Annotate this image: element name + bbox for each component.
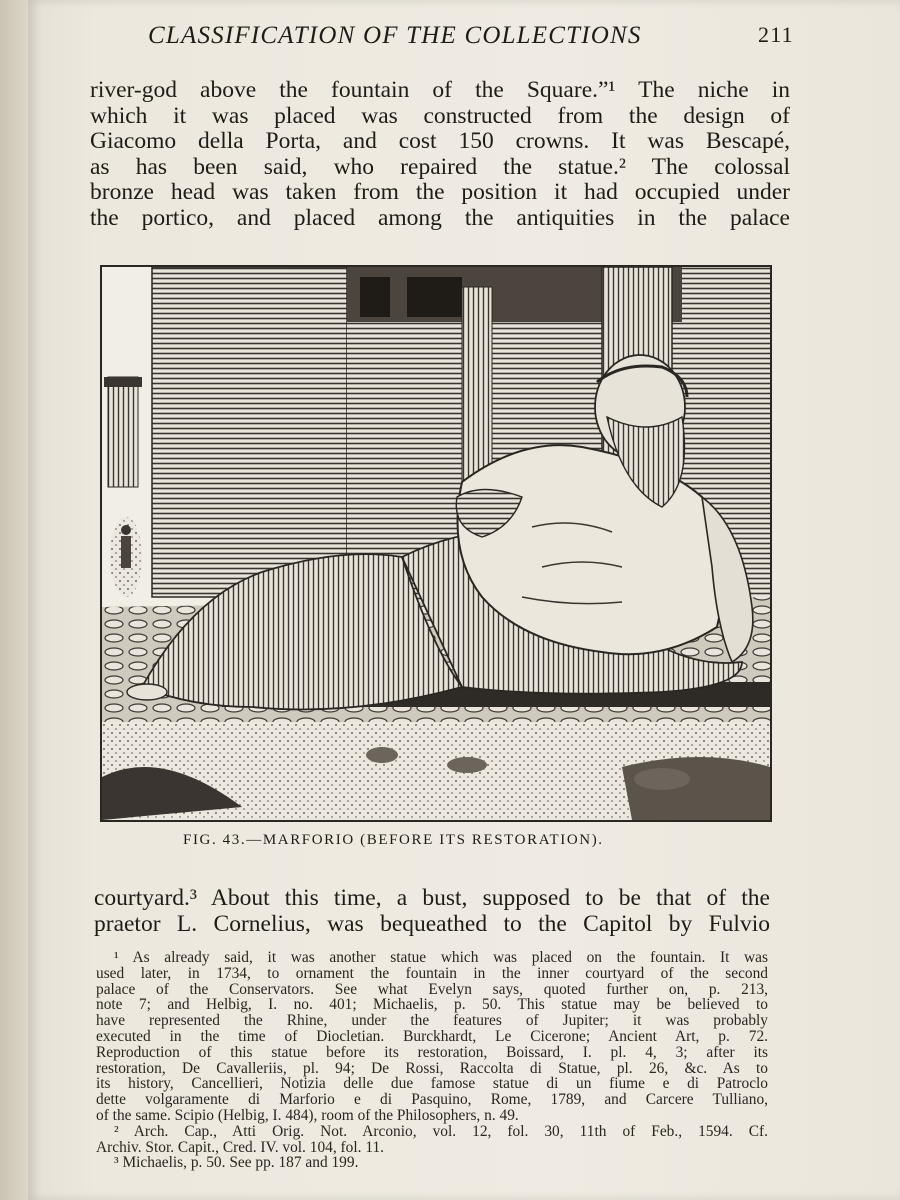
footnote-line: ¹ As already said, it was another statue which was placed on the fountain. It was [114, 949, 768, 966]
footnote-line: executed in the time of Diocletian. Burckhardt, Le Cicerone; Ancient Art, p. 72. [96, 1027, 768, 1045]
book-spine-shadow [0, 0, 28, 1200]
distant-column-left [104, 377, 142, 487]
marforio-engraving [102, 267, 770, 820]
footnote-line: Reproduction of this statue before its restoration, Boissard, I. pl. 4, 3; after its [96, 1043, 768, 1061]
page-number: 211 [758, 22, 794, 47]
footnote-line: of the same. Scipio (Helbig, I. 484), room of the Philosophers, n. 49. [96, 1106, 519, 1124]
running-head-title: CLASSIFICATION OF THE COLLECTIONS [148, 22, 642, 49]
footnotes [96, 950, 768, 1171]
footnote-line: note 7; and Helbig, I. no. 401; Michaelis, p. 50. This statue may be believed to [96, 996, 768, 1014]
text-line: courtyard.³ About this time, a bust, supposed to be that of the [94, 885, 770, 911]
text-line: Giacomo della Porta, and cost 150 crowns. It was Bescapé, [90, 128, 790, 154]
footnote-line: its history, Cancellieri, Notizia delle due famose statue di un fiume e di Patroclo [96, 1075, 768, 1093]
footnote-line: ³ Michaelis, p. 50. See pp. 187 and 199. [114, 1154, 359, 1172]
figure-illustration [100, 265, 772, 822]
paragraph-bottom [94, 886, 770, 937]
text-line: bronze head was taken from the position it had occupied under [90, 179, 790, 205]
figure-caption: FIG. 43.—MARFORIO (BEFORE ITS RESTORATION). [183, 832, 604, 848]
small-standing-figure [110, 517, 142, 597]
text-line: which it was placed was constructed from the design of [90, 102, 790, 129]
running-head [148, 22, 798, 50]
paragraph-top [90, 78, 790, 231]
text-line: the portico, and placed among the antiquities in the palace [90, 204, 790, 231]
text-line: river-god above the fountain of the Square.”¹ The niche in [90, 77, 790, 103]
text-line: praetor L. Cornelius, was bequeathed to the Capitol by Fulvio [94, 910, 770, 937]
footnote-line: have represented the Rhine, under the features of Jupiter; it was probably [96, 1012, 768, 1030]
footnote-line: ² Arch. Cap., Atti Orig. Not. Arconio, vol. 12, fol. 30, 11th of Feb., 1594. Cf. [114, 1122, 768, 1140]
footnote-line: used later, in 1734, to ornament the fountain in the inner courtyard of the second [96, 964, 768, 982]
footnote-line: palace of the Conservators. See what Evelyn says, quoted further on, p. 213, [96, 980, 768, 998]
footnote-line: dette volgaramente di Marforio e di Pasquino, Rome, 1789, and Carcere Tulliano, [96, 1091, 768, 1109]
footnote-line: restoration, De Cavalleriis, pl. 94; De Rossi, Raccolta di Statue, pl. 26, &c. As to [96, 1059, 768, 1077]
footnote-line: Archiv. Stor. Capit., Cred. IV. vol. 104, fol. 11. [96, 1138, 384, 1156]
text-line: as has been said, who repaired the statue.² The colossal [90, 153, 790, 180]
